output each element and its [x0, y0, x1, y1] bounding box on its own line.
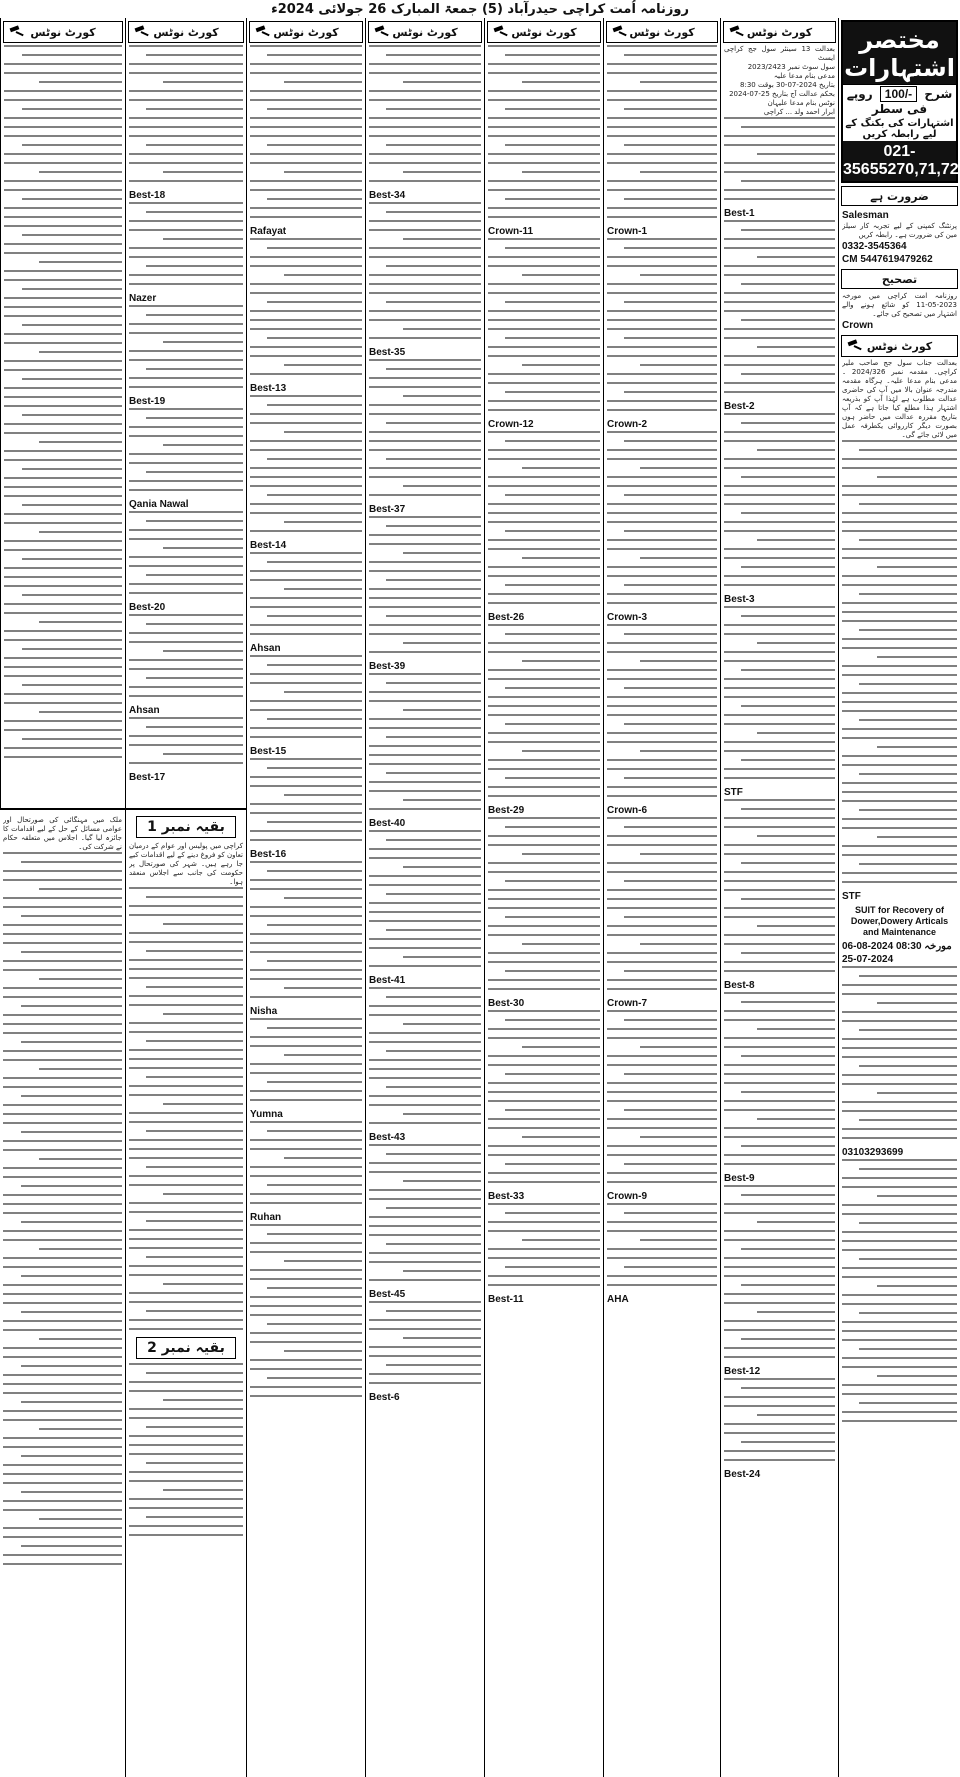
gavel-icon: [728, 25, 746, 39]
court-notice-body: [369, 359, 481, 496]
court-notice-body: [129, 717, 243, 764]
best-tag: Best-2: [724, 401, 755, 412]
court-notice-body: [488, 1010, 600, 1183]
continued-1-heading: بقیہ نمبر 1: [136, 816, 236, 838]
salesman-cm: CM 5447619479262: [842, 254, 933, 265]
name-text: Rafayat: [250, 226, 287, 237]
crown-tag: Crown: [842, 320, 874, 331]
court-notice-body: [369, 1144, 481, 1281]
court-notice-body: [488, 431, 600, 604]
court-notice-body: [607, 238, 717, 411]
column-court-notices-3: [603, 18, 720, 1777]
rate-value: -/100: [880, 86, 917, 102]
notice-line: سول سوٹ نمبر 2023/2423: [747, 63, 835, 71]
gavel-icon: [846, 339, 864, 353]
best-tag: Best-9: [724, 1173, 755, 1184]
court-notice-body: [724, 117, 835, 200]
salesman-phone: 0332-3545364: [842, 241, 907, 252]
best-tag: Best-1: [724, 208, 755, 219]
court-notice-body: [250, 395, 362, 532]
best-tag: Best-40: [369, 818, 406, 829]
court-notice-body: [724, 220, 835, 393]
masthead-line: روزنامہ اُمت کراچی حیدرآباد (5) جمعۃ المبارک 26 جولائی 2024ء: [271, 2, 689, 17]
name-text: Qania Nawal: [129, 499, 189, 510]
crown-tag: Crown-9: [607, 1191, 647, 1202]
court-notice-body: [488, 817, 600, 990]
editorial-section: [0, 808, 246, 1777]
court-notice-body: [250, 861, 362, 998]
court-notice-body: [250, 1018, 362, 1101]
notice-line: ابرار احمد ولد ... کراچی: [763, 108, 835, 116]
correction-text: روزنامہ امت کراچی میں مورخہ 2023-05-11 کو شائع ہونے والے اشتہار میں تصحیح کی جائے۔: [842, 292, 957, 318]
best-tag: Best-43: [369, 1132, 406, 1143]
name-text: Yumna: [250, 1109, 283, 1120]
name-text: Ahsan: [129, 705, 160, 716]
classified-rate: شرح -/100 روپے فی سطر: [843, 84, 956, 117]
classified-ads-box: [841, 20, 958, 183]
court-notice-body: [369, 202, 481, 339]
article-body: [3, 852, 122, 1565]
court-notice-body: [488, 624, 600, 797]
column-court-notices-8: [0, 18, 125, 808]
court-notice-body: [4, 45, 122, 758]
court-notice-body: [129, 45, 243, 182]
best-tag: Best-14: [250, 540, 287, 551]
name-text: Ahsan: [250, 643, 281, 654]
court-notice-heading: کورٹ نوٹس: [606, 21, 718, 43]
court-notice-body: [724, 1378, 835, 1461]
best-tag: Best-30: [488, 998, 525, 1009]
court-notice-body: [607, 1203, 717, 1286]
notice-line: بعدالت 13 سینئر سول جج کراچی ایسٹ: [724, 45, 835, 62]
best-tag: Best-45: [369, 1289, 406, 1300]
name-text: Nazer: [129, 293, 157, 304]
salesman-title: Salesman: [842, 210, 889, 221]
date-text: 06-08-2024 مورخہ 08:30: [842, 941, 952, 952]
crown-tag: Crown-11: [488, 226, 534, 237]
court-notice-heading: کورٹ نوٹس: [128, 21, 244, 43]
date-text: 25-07-2024: [842, 954, 894, 965]
court-notice-body: [607, 45, 717, 218]
court-notice-body: [369, 1301, 481, 1384]
notice-line: نوٹس بنام مدعا علیہان: [767, 99, 835, 107]
stf-tag: STF: [842, 891, 861, 902]
court-notice-body: [369, 516, 481, 653]
court-notice-body: [129, 305, 243, 388]
gavel-icon: [133, 25, 151, 39]
crown-tag: Crown-6: [607, 805, 647, 816]
article-body: [129, 887, 243, 1330]
column-court-notices-2: [720, 18, 838, 1777]
column-court-notices-4: [484, 18, 603, 1777]
continued-1-text: کراچی میں پولیس اور عوام کے درمیان تعاون کو فروغ دینے کے لیے اقدامات کیے جا رہے ہیں۔ شہر کی صورتحال پر حکومت کی جانب سے اجلاس منعقد ہوا۔: [129, 842, 243, 886]
booking-text: اشتہارات کی بکنگ کے لیے رابطہ کریں: [845, 118, 954, 140]
best-tag: Best-26: [488, 612, 525, 623]
court-notice-body: [842, 966, 957, 1139]
best-tag: Best-20: [129, 602, 166, 613]
court-notice-heading: کورٹ نوٹس: [723, 21, 836, 43]
gavel-icon: [492, 25, 510, 39]
aha-tag: AHA: [607, 1294, 629, 1305]
crown-tag: Crown-1: [607, 226, 647, 237]
column-court-notices-7: [125, 18, 246, 808]
court-notice-heading: کورٹ نوٹس: [368, 21, 482, 43]
best-tag: Best-13: [250, 383, 287, 394]
court-notice-body: [369, 987, 481, 1124]
court-notice-body: [369, 673, 481, 810]
court-notice-body: [488, 45, 600, 218]
crown-tag: Crown-2: [607, 419, 647, 430]
best-tag: Best-19: [129, 396, 166, 407]
gavel-icon: [254, 25, 272, 39]
name-text: Nisha: [250, 1006, 278, 1017]
court-notice-body: [607, 1010, 717, 1183]
best-tag: Best-17: [129, 772, 166, 783]
court-notice-body: [724, 413, 835, 586]
best-tag: Best-35: [369, 347, 406, 358]
best-tag: Best-8: [724, 980, 755, 991]
article-column: [0, 810, 125, 1777]
court-notice-body: [129, 614, 243, 697]
court-notice-body: [724, 606, 835, 779]
court-notice-body: [607, 817, 717, 990]
gavel-icon: [611, 25, 629, 39]
column-classifieds: [838, 18, 960, 1777]
court-notice-body: [842, 1159, 957, 1422]
court-notice-body: [250, 758, 362, 841]
best-tag: Best-41: [369, 975, 406, 986]
court-notice-body: [842, 440, 957, 883]
crown-tag: Crown-7: [607, 998, 647, 1009]
court-notice-body: [369, 830, 481, 967]
crown-tag: Crown-3: [607, 612, 647, 623]
best-tag: Best-3: [724, 594, 755, 605]
salesman-text: پرنٹنگ کمپنی کے لیے تجربہ کار سیلز مین کی ضرورت ہے۔ رابطہ کریں: [842, 222, 957, 239]
court-notice-heading: کورٹ نوٹس: [249, 21, 363, 43]
suit-text: SUIT for Recovery of Dower,Dowery Articals and Maintenance: [850, 905, 949, 937]
court-notice-body: [250, 1224, 362, 1397]
court-notice-body: [488, 238, 600, 411]
booking-phone: 021-35655270,71,72: [843, 141, 956, 181]
court-notice-body: [488, 1203, 600, 1286]
court-notice-body: [250, 552, 362, 635]
court-notice-heading: کورٹ نوٹس: [487, 21, 601, 43]
needed-heading: ضرورت ہے: [841, 186, 958, 206]
notice-line: بحکم عدالت آج بتاریخ 25-07-2024: [729, 90, 835, 98]
court-notice-body: [129, 408, 243, 491]
court-notice-body: [607, 431, 717, 604]
stf-tag: STF: [724, 787, 743, 798]
crown-tag: Crown-12: [488, 419, 534, 430]
gavel-icon: [8, 25, 26, 39]
court-notice-body: [250, 238, 362, 375]
court-notice-body: [724, 1185, 835, 1358]
court-notice-body: [129, 511, 243, 594]
court-notice-body: [607, 624, 717, 797]
best-tag: Best-37: [369, 504, 406, 515]
continued-2-heading: بقیہ نمبر 2: [136, 1337, 236, 1359]
article-text: ملک میں مہنگائی کی صورتحال اور عوامی مسائل کے حل کے لیے اقدامات کا جائزہ لیا گیا۔ اجلاس میں متعلقہ حکام نے شرکت کی۔: [3, 816, 122, 851]
best-tag: Best-33: [488, 1191, 525, 1202]
best-tag: Best-16: [250, 849, 287, 860]
court-notice-heading: کورٹ نوٹس: [3, 21, 123, 43]
best-tag: Best-12: [724, 1366, 761, 1377]
continued-1-column: [125, 810, 246, 1777]
court-notice-body: [724, 799, 835, 972]
correction-heading: تصحیح: [841, 269, 958, 289]
best-tag: Best-24: [724, 1469, 761, 1480]
court-notice-body: [250, 1121, 362, 1204]
court-notice-body: [724, 992, 835, 1165]
notice-line: بتاریخ 2024-07-30 بوقت 8:30: [740, 81, 835, 89]
court-notice-text: بعدالت جناب سول جج صاحب ملیر کراچی۔ مقدمہ نمبر 2024/326 ۔ مدعی بنام مدعا علیہ۔ ہرگاہ مقدمہ مندرجہ عنوان بالا میں آپ کی حاضری عدالت مطلوب ہے لہٰذا آپ کو بذریعہ اشتہار ہذا مطلع کیا جاتا ہے کہ آپ بتاریخ مقررہ عدالت میں حاضر ہوں بصورت دیگر کارروائی یکطرفہ عمل میں لائی جائے گی۔: [842, 359, 957, 439]
column-court-notices-6: [246, 18, 365, 1777]
best-tag: Best-11: [488, 1294, 524, 1305]
best-tag: Best-6: [369, 1392, 400, 1403]
column-court-notices-5: [365, 18, 484, 1777]
court-notice-body: [369, 45, 481, 182]
phone-text: 03103293699: [842, 1147, 904, 1158]
best-tag: Best-29: [488, 805, 525, 816]
article-body: [129, 1363, 243, 1536]
gavel-icon: [373, 25, 391, 39]
best-tag: Best-34: [369, 190, 406, 201]
court-notice-heading: کورٹ نوٹس: [841, 335, 958, 357]
best-tag: Best-39: [369, 661, 406, 672]
court-notice-body: [129, 202, 243, 285]
court-notice-body: [250, 655, 362, 738]
classified-title: مختصر اشتہارات: [843, 22, 956, 84]
best-tag: Best-18: [129, 190, 166, 201]
notice-line: مدعی بنام مدعا علیہ: [773, 72, 835, 80]
best-tag: Best-15: [250, 746, 287, 757]
court-notice-body: [250, 45, 362, 218]
name-text: Ruhan: [250, 1212, 282, 1223]
